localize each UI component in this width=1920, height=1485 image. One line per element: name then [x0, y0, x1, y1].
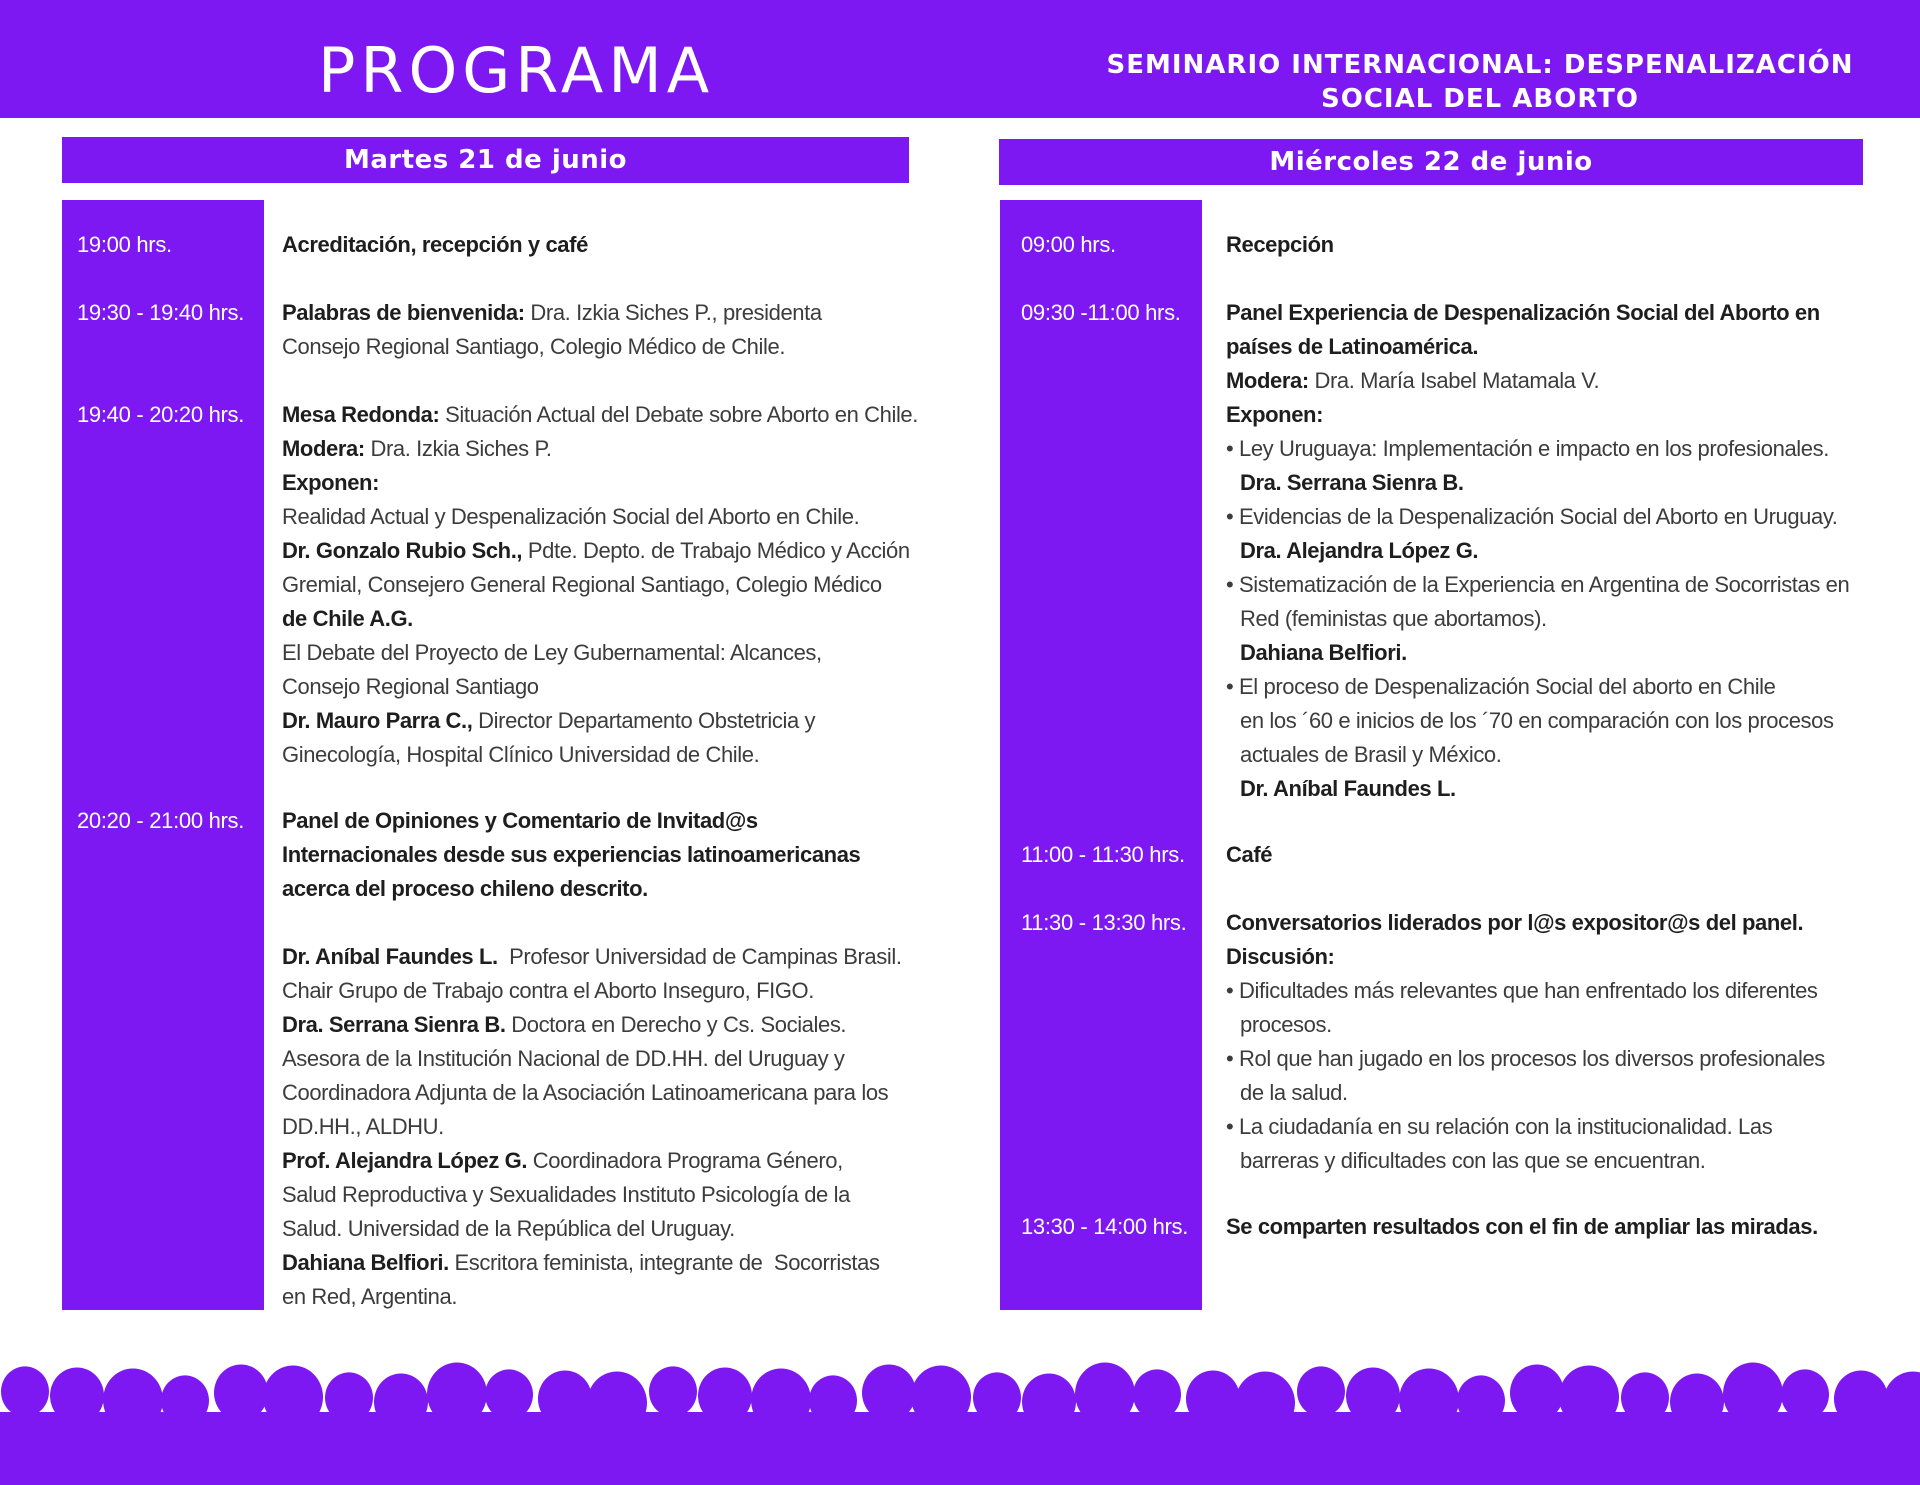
session-line-text: Consejo Regional Santiago [282, 674, 539, 699]
session-description [1226, 838, 1886, 872]
session-description [1226, 1210, 1886, 1244]
session-line [282, 1008, 922, 1042]
session-line-bold: Panel de Opiniones y Comentario de Invitad@s [282, 808, 758, 833]
session-line-bold: Dr. Gonzalo Rubio Sch., [282, 538, 523, 563]
session-line-text: actuales de Brasil y México. [1240, 742, 1502, 767]
seminar-title [1080, 48, 1880, 116]
session-line [282, 466, 922, 500]
session-line-text: Pdte. Depto. de Trabajo Médico y Acción [522, 538, 910, 563]
session-line-bold: Exponen: [282, 470, 380, 495]
session-line-text: Asesora de la Institución Nacional de DD.HH. del Uruguay y [282, 1046, 845, 1071]
session-line [1226, 1076, 1886, 1110]
session-line [1226, 974, 1886, 1008]
session-line-text: Ley Uruguaya: Implementación e impacto en los profesionales. [1239, 436, 1829, 461]
session-line [1226, 364, 1886, 398]
session-line-bold: Recepción [1226, 232, 1334, 257]
session-line-text: procesos. [1240, 1012, 1332, 1037]
day-2-header: Miércoles 22 de junio [999, 139, 1863, 185]
session-line-bold: Discusión: [1226, 944, 1335, 969]
session-description [1226, 906, 1886, 1178]
time-slot: 19:00 hrs. [77, 232, 172, 257]
session-line [1226, 1042, 1886, 1076]
session-line [282, 906, 922, 940]
session-description [282, 804, 922, 1314]
time-slot: 09:30 -11:00 hrs. [1021, 300, 1181, 325]
session-line [282, 1178, 922, 1212]
session-line-bold: acerca del proceso chileno descrito. [282, 876, 648, 901]
session-line [282, 534, 922, 568]
session-line-text: en los ´60 e inicios de los ´70 en comparación con los procesos [1240, 708, 1834, 733]
session-line-bold: Café [1226, 842, 1273, 867]
session-line-text: Escritora feminista, integrante de Socorristas [448, 1250, 880, 1275]
session-line [282, 1246, 922, 1280]
session-line [282, 872, 922, 906]
session-line [282, 432, 922, 466]
session-line [1226, 1144, 1886, 1178]
time-slot: 20:20 - 21:00 hrs. [77, 808, 245, 833]
time-slot: 09:00 hrs. [1021, 232, 1116, 257]
session-line [282, 1042, 922, 1076]
session-line-text: Consejo Regional Santiago, Colegio Médico de Chile. [282, 334, 786, 359]
time-slot: 19:40 - 20:20 hrs. [77, 402, 245, 427]
header-bar [0, 0, 1920, 118]
session-line [282, 974, 922, 1008]
session-line [1226, 1210, 1886, 1244]
session-line-bold: Panel Experiencia de Despenalización Social del Aborto en [1226, 300, 1820, 325]
session-line-text: Ginecología, Hospital Clínico Universidad de Chile. [282, 742, 760, 767]
session-line-bold: Se comparten resultados con el fin de ampliar las miradas. [1226, 1214, 1818, 1239]
session-line-text: Realidad Actual y Despenalización Social del Aborto en Chile. [282, 504, 860, 529]
session-line [1226, 738, 1886, 772]
session-line [282, 398, 922, 432]
session-line-text: Coordinadora Adjunta de la Asociación Latinoamericana para los [282, 1080, 889, 1105]
time-slot: 19:30 - 19:40 hrs. [77, 300, 245, 325]
session-line-text: Director Departamento Obstetricia y [472, 708, 816, 733]
session-line [282, 804, 922, 838]
session-line [282, 1110, 922, 1144]
session-line-text: Dra. Izkia Siches P., presidenta [524, 300, 822, 325]
session-line-bold: Dahiana Belfiori. [282, 1250, 449, 1275]
session-line-text: Sistematización de la Experiencia en Argentina de Socorristas en [1239, 572, 1850, 597]
time-slot: 11:30 - 13:30 hrs. [1021, 910, 1187, 935]
session-line-text: La ciudadanía en su relación con la institucionalidad. Las [1239, 1114, 1773, 1139]
session-line-text: en Red, Argentina. [282, 1284, 458, 1309]
session-line [1226, 940, 1886, 974]
session-line [282, 670, 922, 704]
session-line-text: Salud Reproductiva y Sexualidades Instituto Psicología de la [282, 1182, 850, 1207]
session-line-text: El proceso de Despenalización Social del aborto en Chile [1239, 674, 1776, 699]
session-line [1226, 636, 1886, 670]
session-line [282, 602, 922, 636]
session-line-text: DD.HH., ALDHU. [282, 1114, 444, 1139]
session-line-text: Gremial, Consejero General Regional Santiago, Colegio Médico [282, 572, 882, 597]
session-line [282, 738, 922, 772]
session-line-text: Doctora en Derecho y Cs. Sociales. [505, 1012, 847, 1037]
day-1-header: Martes 21 de junio [62, 137, 909, 183]
session-line [1226, 1110, 1886, 1144]
session-line [282, 704, 922, 738]
session-line-bold: Conversatorios liderados por l@s expositor@s del panel. [1226, 910, 1804, 935]
session-line-bold: Dr. Mauro Parra C., [282, 708, 473, 733]
session-line-text: Dra. Izkia Siches P. [364, 436, 552, 461]
session-line [282, 940, 922, 974]
session-line [1226, 568, 1886, 602]
session-line-bold: países de Latinoamérica. [1226, 334, 1479, 359]
session-line [1226, 906, 1886, 940]
session-line [282, 636, 922, 670]
session-line [282, 1212, 922, 1246]
session-line [1226, 330, 1886, 364]
session-line-text: Chair Grupo de Trabajo contra el Aborto Inseguro, FIGO. [282, 978, 814, 1003]
session-line [1226, 398, 1886, 432]
session-description [282, 296, 922, 364]
session-line [282, 1144, 922, 1178]
session-line [282, 228, 922, 262]
session-line-bold: Dra. Alejandra López G. [1240, 538, 1479, 563]
session-description [1226, 228, 1886, 262]
session-line-text: Evidencias de la Despenalización Social del Aborto en Uruguay. [1239, 504, 1838, 529]
session-line [1226, 1008, 1886, 1042]
audience-silhouette-banner [0, 1352, 1920, 1485]
session-line [1226, 534, 1886, 568]
day-2-time-column [1000, 200, 1202, 1310]
session-line-bold: Modera: [1226, 368, 1309, 393]
session-line-bold: Dr. Aníbal Faundes L. [282, 944, 498, 969]
session-line-text: Coordinadora Programa Género, [527, 1148, 843, 1173]
session-line-text: barreras y dificultades con las que se encuentran. [1240, 1148, 1706, 1173]
session-line [1226, 432, 1886, 466]
session-description [282, 398, 922, 772]
session-line-bold: Modera: [282, 436, 365, 461]
session-line-bold: Palabras de bienvenida: [282, 300, 525, 325]
session-line-text: Red (feministas que abortamos). [1240, 606, 1547, 631]
seminar-title-line-2: SOCIAL DEL ABORTO [1320, 84, 1640, 114]
session-line [282, 1076, 922, 1110]
session-description [1226, 296, 1886, 806]
session-line [1226, 670, 1886, 704]
session-line [282, 500, 922, 534]
session-line-bold: Acreditación, recepción y café [282, 232, 588, 257]
session-line-text: Dificultades más relevantes que han enfrentado los diferentes [1239, 978, 1818, 1003]
seminar-title-line-1: SEMINARIO INTERNACIONAL: DESPENALIZACIÓN [1106, 50, 1854, 80]
session-line [1226, 466, 1886, 500]
page-title: PROGRAMA [318, 34, 715, 107]
time-slot: 13:30 - 14:00 hrs. [1021, 1214, 1189, 1239]
session-line [1226, 500, 1886, 534]
session-line-bold: Prof. Alejandra López G. [282, 1148, 528, 1173]
session-line-bold: Dra. Serrana Sienra B. [282, 1012, 506, 1037]
session-line [282, 296, 922, 330]
session-line [1226, 296, 1886, 330]
session-line-text: Dra. María Isabel Matamala V. [1308, 368, 1600, 393]
session-line [282, 1280, 922, 1314]
session-line-text: de la salud. [1240, 1080, 1348, 1105]
session-line-bold: Mesa Redonda: [282, 402, 440, 427]
session-line-bold: Internacionales desde sus experiencias latinoamericanas [282, 842, 861, 867]
session-line-text: Salud. Universidad de la República del Uruguay. [282, 1216, 735, 1241]
session-line-text: Situación Actual del Debate sobre Aborto en Chile. [439, 402, 918, 427]
session-line-text: Rol que han jugado en los procesos los diversos profesionales [1239, 1046, 1825, 1071]
session-line [1226, 228, 1886, 262]
session-line [1226, 772, 1886, 806]
session-line-bold: Dra. Serrana Sienra B. [1240, 470, 1464, 495]
session-line [282, 330, 922, 364]
session-line [282, 568, 922, 602]
session-line [1226, 704, 1886, 738]
session-line-text: Profesor Universidad de Campinas Brasil. [497, 944, 902, 969]
session-line-bold: Dr. Aníbal Faundes L. [1240, 776, 1456, 801]
day-1-time-column [62, 200, 264, 1310]
session-line [1226, 602, 1886, 636]
session-line-bold: Exponen: [1226, 402, 1324, 427]
session-line [1226, 838, 1886, 872]
session-line-bold: Dahiana Belfiori. [1240, 640, 1407, 665]
session-line [282, 838, 922, 872]
session-line-bold: de Chile A.G. [282, 606, 413, 631]
time-slot: 11:00 - 11:30 hrs. [1021, 842, 1185, 867]
session-description [282, 228, 922, 262]
session-line-text: El Debate del Proyecto de Ley Gubernamental: Alcances, [282, 640, 822, 665]
